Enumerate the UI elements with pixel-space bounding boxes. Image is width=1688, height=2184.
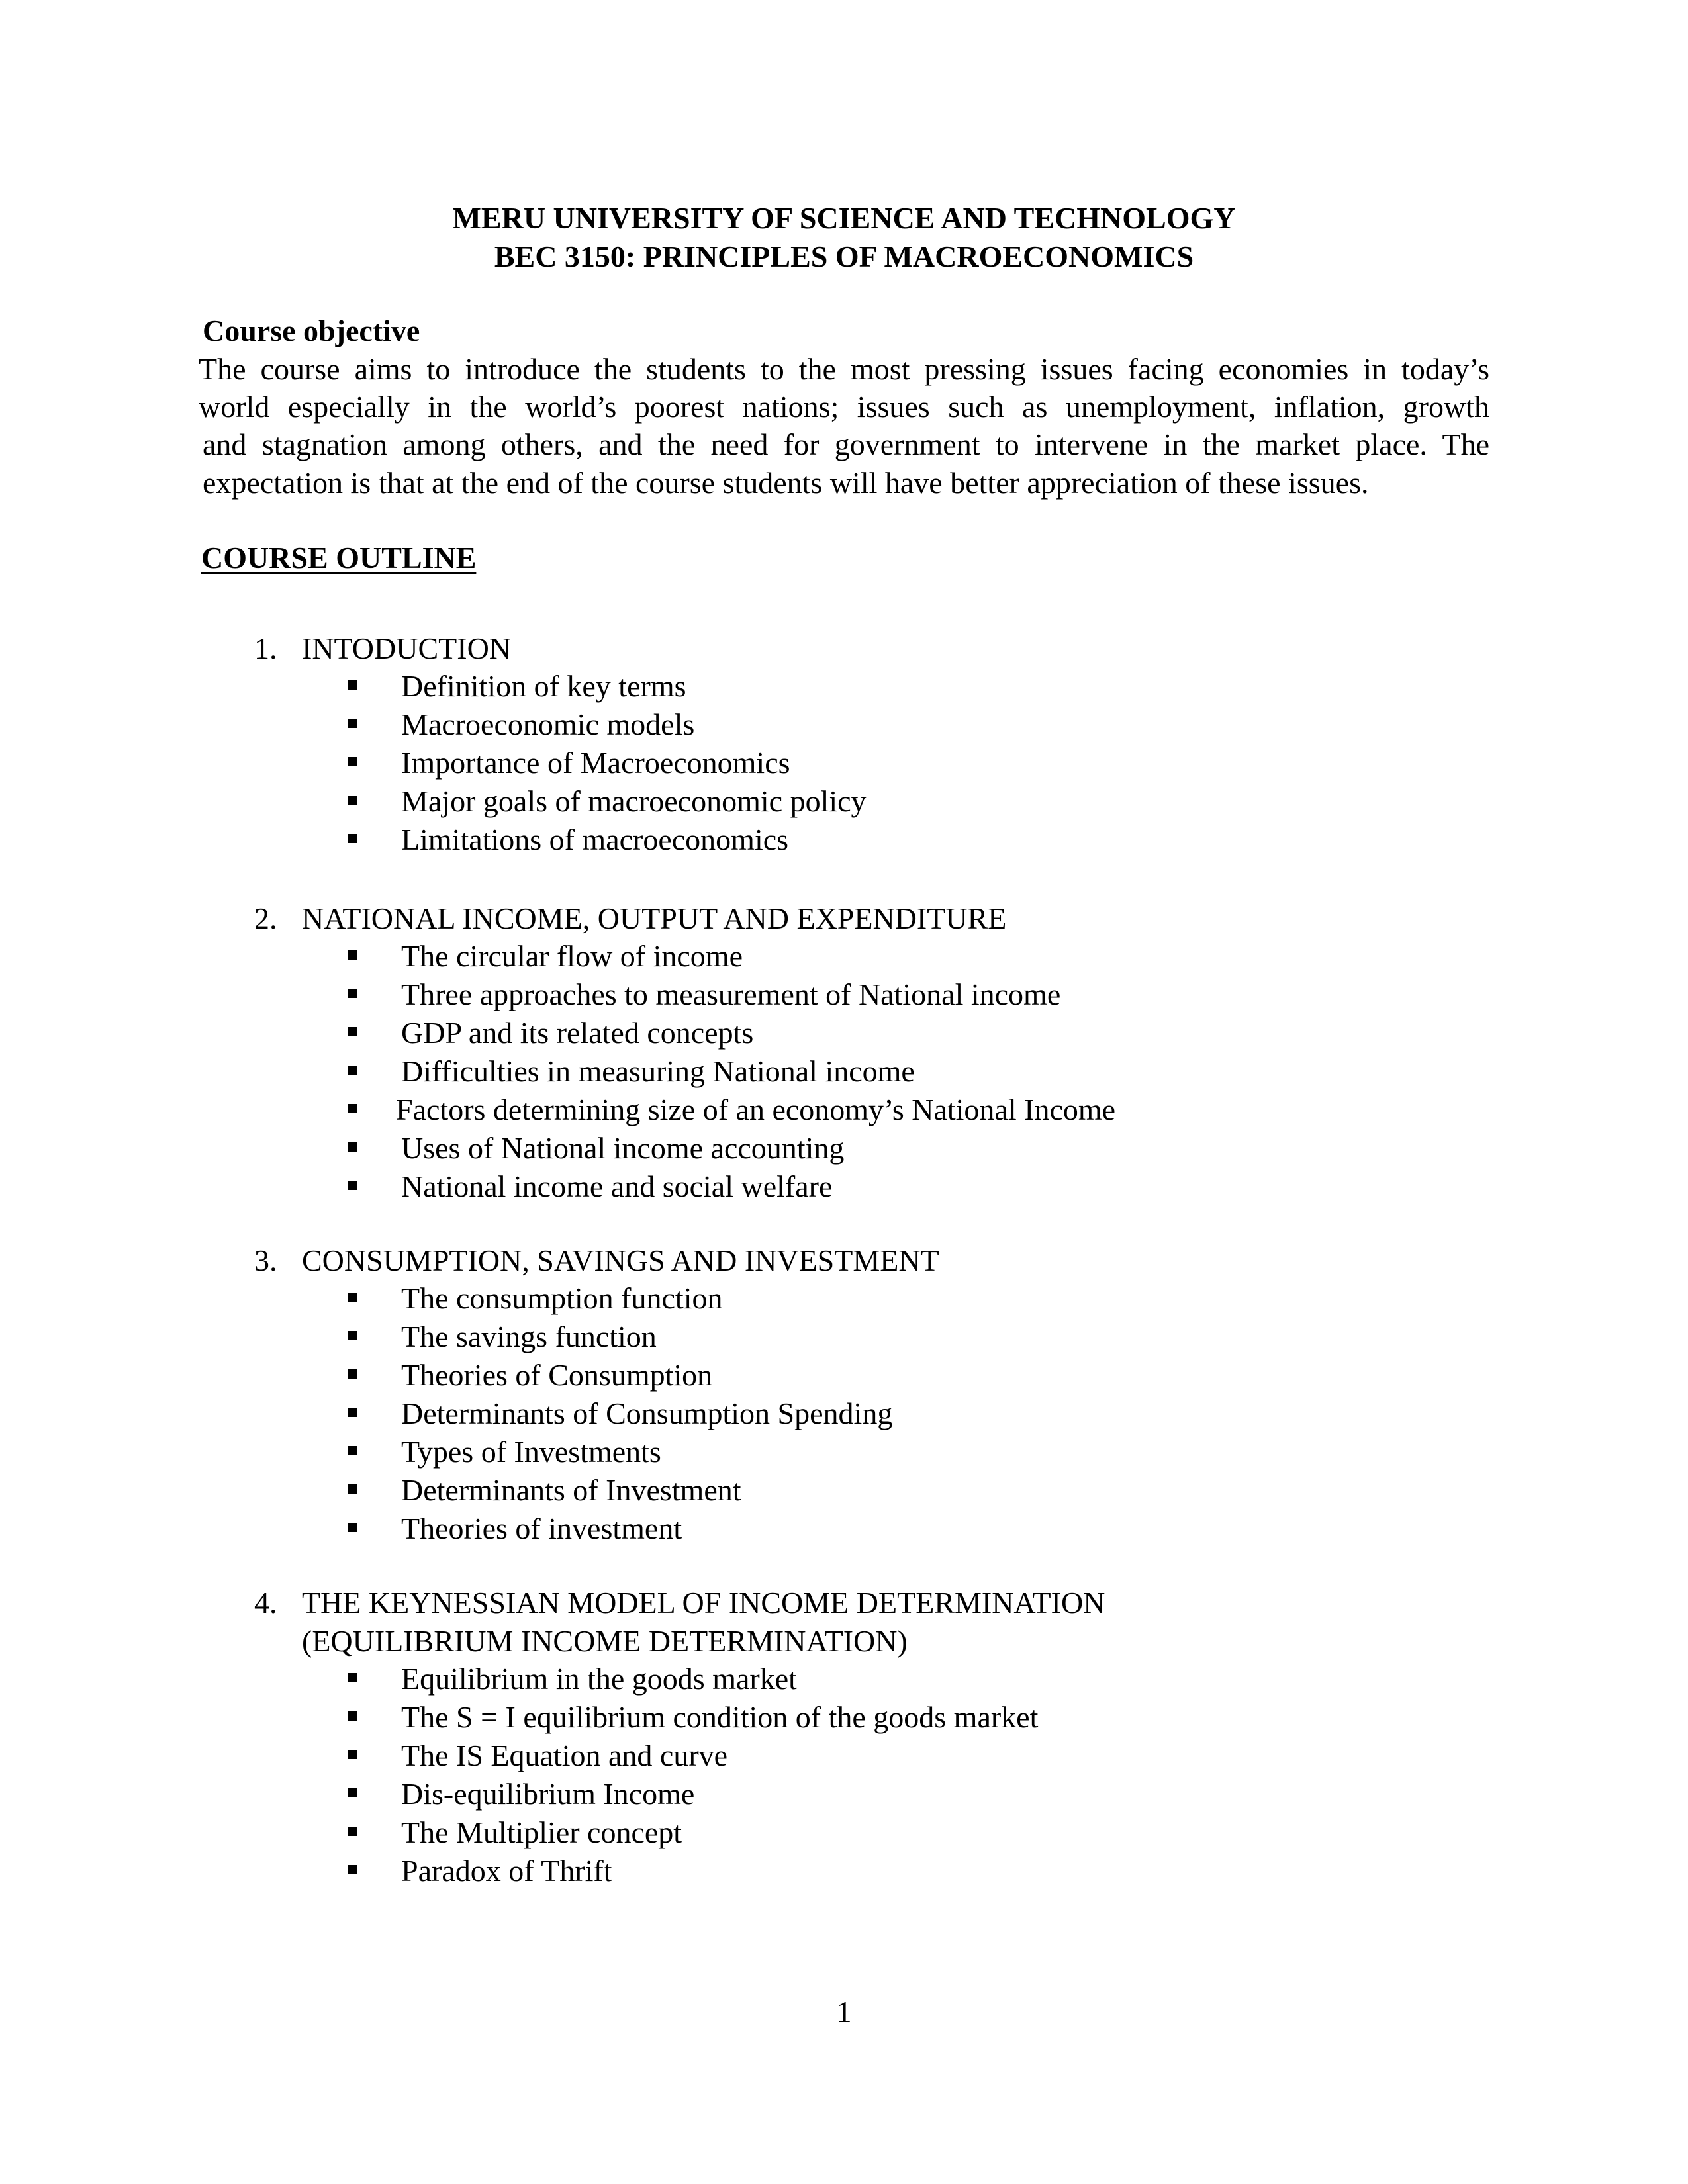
- list-item: The consumption function: [0, 1279, 1688, 1318]
- list-item: Uses of National income accounting: [0, 1129, 1688, 1167]
- square-bullet-icon: [348, 1369, 357, 1379]
- list-item: Theories of Consumption: [0, 1356, 1688, 1394]
- list-item: The Multiplier concept: [0, 1813, 1688, 1852]
- square-bullet-icon: [348, 1827, 357, 1836]
- list-item: Determinants of Investment: [0, 1471, 1688, 1510]
- list-item: GDP and its related concepts: [0, 1014, 1688, 1052]
- square-bullet-icon: [348, 950, 357, 960]
- square-bullet-icon: [348, 1181, 357, 1190]
- objective-heading: Course objective: [203, 314, 420, 347]
- list-item: Difficulties in measuring National income: [0, 1052, 1688, 1091]
- list-item: Determinants of Consumption Spending: [0, 1394, 1688, 1433]
- university-title: MERU UNIVERSITY OF SCIENCE AND TECHNOLOGY: [452, 201, 1236, 235]
- list-item: Three approaches to measurement of National income: [0, 976, 1688, 1014]
- square-bullet-icon: [348, 834, 357, 843]
- square-bullet-icon: [348, 1750, 357, 1759]
- square-bullet-icon: [348, 1711, 357, 1721]
- page-number: 1: [836, 1995, 852, 2028]
- square-bullet-icon: [348, 1523, 357, 1532]
- square-bullet-icon: [348, 680, 357, 690]
- objective-line: world especially in the world’s poorest nations; issues such as unemployment, inflation, growth: [199, 390, 1489, 424]
- outline-heading: COURSE OUTLINE: [201, 541, 477, 574]
- square-bullet-icon: [348, 1408, 357, 1417]
- square-bullet-icon: [348, 796, 357, 805]
- square-bullet-icon: [348, 1673, 357, 1682]
- objective-line: and stagnation among others, and the need for government to intervene in the market place. The: [203, 428, 1489, 461]
- section-title: CONSUMPTION, SAVINGS AND INVESTMENT: [302, 1244, 939, 1277]
- square-bullet-icon: [348, 1104, 357, 1113]
- square-bullet-icon: [348, 1484, 357, 1494]
- square-bullet-icon: [348, 1142, 357, 1152]
- section-number: 4.: [254, 1586, 277, 1619]
- section-title: THE KEYNESSIAN MODEL OF INCOME DETERMINATION: [302, 1586, 1105, 1619]
- section-number: 1.: [254, 631, 277, 665]
- list-item: Importance of Macroeconomics: [0, 744, 1688, 782]
- square-bullet-icon: [348, 1027, 357, 1036]
- list-item: Factors determining size of an economy’s National Income: [0, 1091, 1688, 1129]
- list-item: Theories of investment: [0, 1510, 1688, 1548]
- square-bullet-icon: [348, 1293, 357, 1302]
- square-bullet-icon: [348, 1066, 357, 1075]
- section-subtitle: (EQUILIBRIUM INCOME DETERMINATION): [302, 1624, 908, 1658]
- list-item: Macroeconomic models: [0, 705, 1688, 744]
- list-item: Paradox of Thrift: [0, 1852, 1688, 1890]
- list-item: The IS Equation and curve: [0, 1737, 1688, 1775]
- square-bullet-icon: [348, 1788, 357, 1797]
- section-number: 3.: [254, 1244, 277, 1277]
- list-item: The savings function: [0, 1318, 1688, 1356]
- section-title: INTODUCTION: [302, 631, 512, 665]
- square-bullet-icon: [348, 719, 357, 728]
- list-item: Major goals of macroeconomic policy: [0, 782, 1688, 821]
- objective-line: expectation is that at the end of the course students will have better appreciation of these issues.: [203, 466, 1369, 500]
- list-item: The circular flow of income: [0, 937, 1688, 976]
- list-item: National income and social welfare: [0, 1167, 1688, 1206]
- objective-line: The course aims to introduce the students to the most pressing issues facing economies in today’s: [199, 352, 1489, 386]
- square-bullet-icon: [348, 1331, 357, 1340]
- section-number: 2.: [254, 901, 277, 935]
- list-item: The S = I equilibrium condition of the goods market: [0, 1698, 1688, 1737]
- list-item: Equilibrium in the goods market: [0, 1660, 1688, 1698]
- section-title: NATIONAL INCOME, OUTPUT AND EXPENDITURE: [302, 901, 1007, 935]
- list-item: Definition of key terms: [0, 667, 1688, 705]
- list-item: Types of Investments: [0, 1433, 1688, 1471]
- square-bullet-icon: [348, 1446, 357, 1455]
- square-bullet-icon: [348, 989, 357, 998]
- square-bullet-icon: [348, 1865, 357, 1874]
- list-item: Limitations of macroeconomics: [0, 821, 1688, 859]
- course-title: BEC 3150: PRINCIPLES OF MACROECONOMICS: [494, 240, 1194, 273]
- list-item: Dis-equilibrium Income: [0, 1775, 1688, 1813]
- square-bullet-icon: [348, 757, 357, 766]
